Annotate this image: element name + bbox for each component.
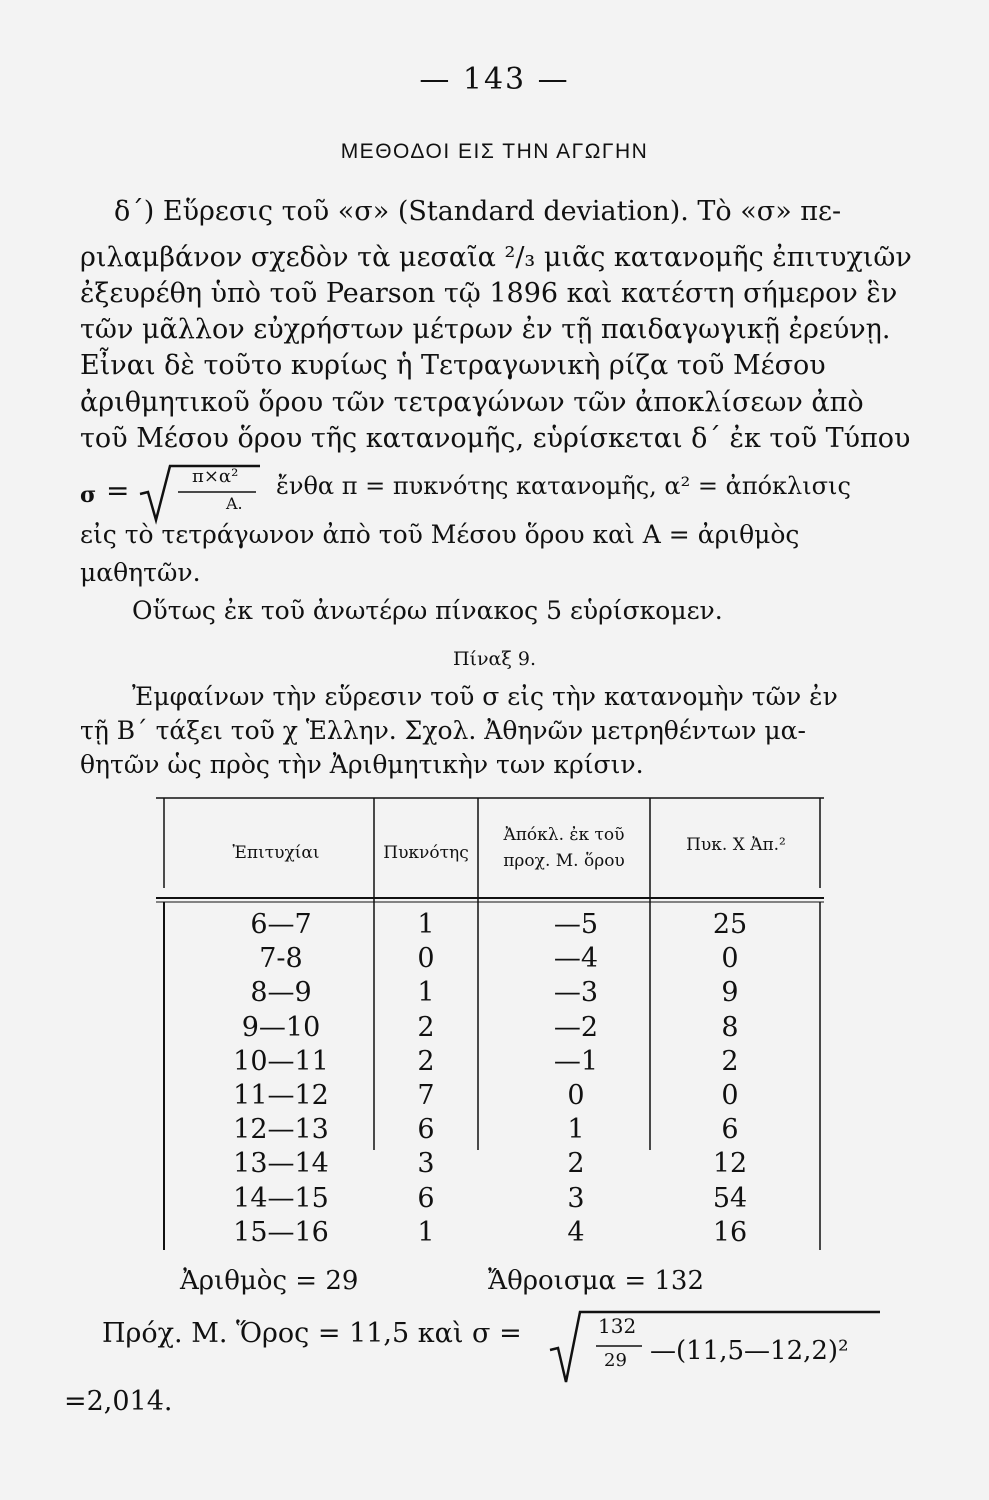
after-formula-line-2: μαθητῶν. [80,558,201,587]
formula-numerator: π×α² [192,466,239,487]
body-line-4: τῶν μᾶλλον εὐχρήστων μέτρων ἐν τῇ παιδαγωγικῇ ἐρεύνῃ. [80,314,891,345]
deviation-cell: —4 [553,943,599,975]
equals-sign: = [106,474,130,507]
frequency-cell: 1 [417,909,435,940]
deviation-cell: 2 [567,1148,585,1180]
product-cell: 12 [712,1148,748,1180]
result-fraction-numerator: 132 [598,1314,637,1338]
range-cell: 11—12 [233,1079,329,1111]
frequency-cell: 1 [417,977,435,1009]
frequency-cell: 0 [417,943,435,975]
result-suffix: —(11,5—12,2)² [650,1336,849,1366]
deviation-cell: —2 [553,1011,599,1043]
column-deviation [506,908,646,1250]
product-cell: 0 [721,1079,739,1111]
running-heading: ΜΕΘΟΔΟΙ ΕΙΣ ΤΗΝ ΑΓΩΓΗΝ [340,140,649,163]
distribution-table [156,790,824,1248]
frequency-cell: 3 [417,1148,435,1180]
frequency-cell: 6 [417,1114,435,1146]
header-product: Πυκ. Χ Ἀπ.² [686,835,786,855]
product-cell: 25 [712,909,748,940]
range-cell: 6—7 [250,909,312,940]
frequency-cell: 1 [417,1216,435,1248]
formula-explanation: ἔνθα π = πυκνότης κατανομῆς, α² = ἀπόκλισις [276,472,851,500]
total-sum: Ἄθροισμα = 132 [488,1266,705,1296]
body-line-6: ἀριθμητικοῦ ὅρου τῶν τετραγώνων τῶν ἀποκλίσεων ἀπὸ [80,387,864,418]
range-cell: 12—13 [233,1114,329,1146]
product-cell: 16 [712,1216,748,1248]
range-cell: 9—10 [241,1011,321,1043]
header-successes: Ἐπιτυχίαι [232,843,320,863]
deviation-cell: 1 [567,1114,585,1146]
column-frequency [376,908,476,1250]
table-intro-line-1: Ἐμφαίνων τὴν εὕρεσιν τοῦ σ εἰς τὴν κατανομὴν τῶν ἐν [132,682,838,711]
body-line-2: ριλαμβάνον σχεδὸν τὰ μεσαῖα ²/₃ μιᾶς κατανομῆς ἐπιτυχιῶν [80,242,912,273]
range-cell: 10—11 [233,1045,329,1077]
product-cell: 54 [712,1182,748,1214]
table-intro-line-2: τῇ Β΄ τάξει τοῦ χ Ἑλλην. Σχολ. Ἀθηνῶν μετρηθέντων μα- [80,716,806,745]
page-number: — 143 — [419,62,570,97]
body-line-3: ἐξευρέθη ὑπὸ τοῦ Pearson τῷ 1896 καὶ κατέστη σήμερον ἓν [80,278,898,309]
body-line-5: Εἶναι δὲ τοῦτο κυρίως ἡ Τετραγωνικὴ ρίζα τοῦ Μέσου [80,350,826,381]
product-cell: 0 [721,943,739,975]
deviation-cell: —1 [553,1045,599,1077]
product-cell: 9 [721,977,739,1009]
result-final: =2,014. [64,1386,173,1417]
after-formula-line-1: εἰς τὸ τετράγωνον ἀπὸ τοῦ Μέσου ὅρου καὶ Α = ἀριθμὸς [80,520,800,549]
table-caption: Πίναξ 9. [452,648,537,670]
column-ranges [196,908,366,1250]
deviation-cell: 3 [567,1182,585,1214]
body-line-1: δ΄) Εὕρεσις τοῦ «σ» (Standard deviation). Τὸ «σ» πε- [114,196,842,227]
deviation-cell: 4 [567,1216,585,1248]
after-formula-line-3: Οὕτως ἐκ τοῦ ἀνωτέρω πίνακος 5 εὑρίσκομεν. [132,596,723,625]
deviation-cell: 0 [567,1079,585,1111]
range-cell: 7-8 [259,943,303,975]
result-prefix: Πρόχ. Μ. Ὅρος = 11,5 καὶ σ = [102,1318,522,1349]
deviation-cell: —3 [553,977,599,1009]
frequency-cell: 6 [417,1182,435,1214]
range-cell: 8—9 [250,977,312,1009]
header-frequency: Πυκνότης [383,843,469,863]
result-fraction-denominator: 29 [604,1350,627,1371]
frequency-cell: 2 [417,1011,435,1043]
range-cell: 14—15 [233,1182,329,1214]
header-deviation-line-1: Ἀπόκλ. ἐκ τοῦ [503,825,625,845]
frequency-cell: 2 [417,1045,435,1077]
table-intro-line-3: θητῶν ὡς πρὸς τὴν Ἀριθμητικὴν των κρίσιν. [80,750,644,779]
product-cell: 6 [721,1114,739,1146]
deviation-cell: —5 [553,909,599,940]
frequency-cell: 7 [417,1079,435,1111]
total-count: Ἀριθμὸς = 29 [180,1266,359,1296]
range-cell: 13—14 [233,1148,329,1180]
column-product [656,908,804,1250]
product-cell: 8 [721,1011,739,1043]
body-line-7: τοῦ Μέσου ὅρου τῆς κατανομῆς, εὑρίσκεται δ΄ ἐκ τοῦ Τύπου [80,423,911,454]
header-deviation-line-2: προχ. Μ. ὅρου [503,851,625,871]
product-cell: 2 [721,1045,739,1077]
sigma-symbol: σ [80,482,97,508]
range-cell: 15—16 [233,1216,329,1248]
formula-denominator: Α. [226,494,243,513]
